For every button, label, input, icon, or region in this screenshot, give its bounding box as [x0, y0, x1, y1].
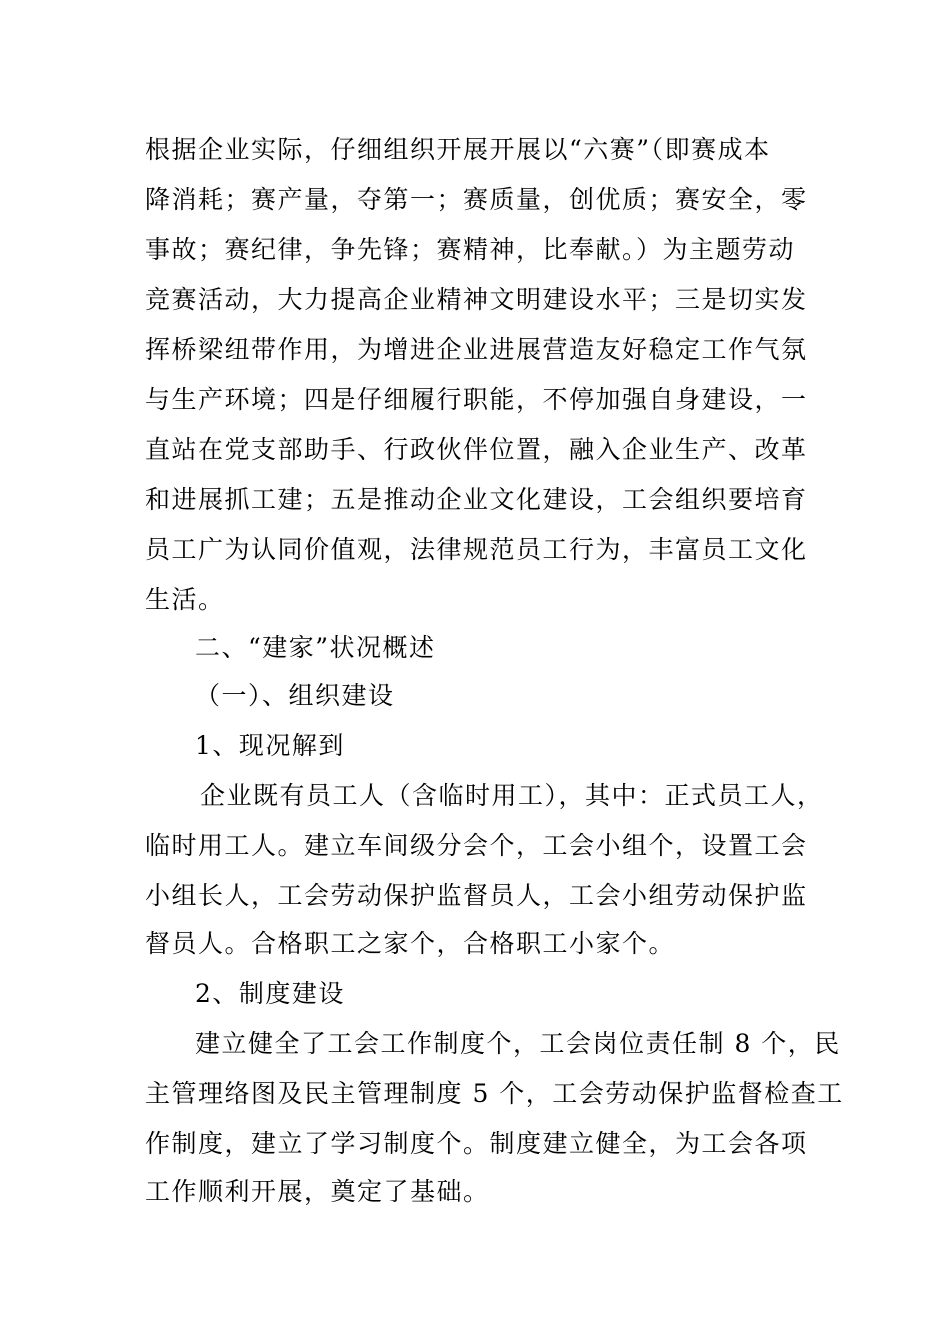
text-line-15: 临时用工人。建立车间级分会个，工会小组个，设置工会 — [145, 831, 808, 860]
text-line-1: 根据企业实际，仔细组织开展开展以“六赛”（即赛成本 — [145, 135, 771, 164]
text-line-19: 建立健全了工会工作制度个，工会岗位责任制 8 个，民 — [195, 1029, 841, 1058]
section-heading-2: 二、“建家”状况概述 — [195, 633, 436, 662]
text-line-2: 降消耗；赛产量，夺第一；赛质量，创优质；赛安全，零 — [145, 185, 808, 214]
text-line-17: 督员人。合格职工之家个，合格职工小家个。 — [145, 929, 676, 958]
text-line-22: 工作顺利开展，奠定了基础。 — [145, 1177, 490, 1206]
text-line-5: 挥桥梁纽带作用，为增进企业进展营造友好稳定工作气氛 — [145, 335, 808, 364]
item-heading-1: 1、现况解到 — [195, 731, 345, 760]
text-line-9: 员工广为认同价值观，法律规范员工行为，丰富员工文化 — [145, 535, 808, 564]
text-line-7: 直站在党支部助手、行政伙伴位置，融入企业生产、改革 — [145, 435, 808, 464]
text-line-4: 竞赛活动，大力提高企业精神文明建设水平；三是切实发 — [145, 285, 808, 314]
text-line-6: 与生产环境；四是仔细履行职能，不停加强自身建设，一 — [145, 385, 808, 414]
text-line-20: 主管理络图及民主管理制度 5 个，工会劳动保护监督检查工 — [145, 1079, 844, 1108]
item-heading-2: 2、制度建设 — [195, 979, 345, 1008]
text-line-10: 生活。 — [145, 585, 225, 614]
text-line-21: 作制度，建立了学习制度个。制度建立健全，为工会各项 — [145, 1129, 808, 1158]
text-line-14: 企业既有员工人（含临时用工），其中：正式员工人， — [200, 781, 824, 810]
text-line-3: 事故；赛纪律，争先锋；赛精神，比奉献。）为主题劳动 — [145, 235, 796, 264]
subsection-heading-1: （一）、组织建设 — [195, 681, 395, 710]
text-line-8: 和进展抓工建；五是推动企业文化建设，工会组织要培育 — [145, 485, 808, 514]
text-line-16: 小组长人，工会劳动保护监督员人，工会小组劳动保护监 — [145, 881, 808, 910]
